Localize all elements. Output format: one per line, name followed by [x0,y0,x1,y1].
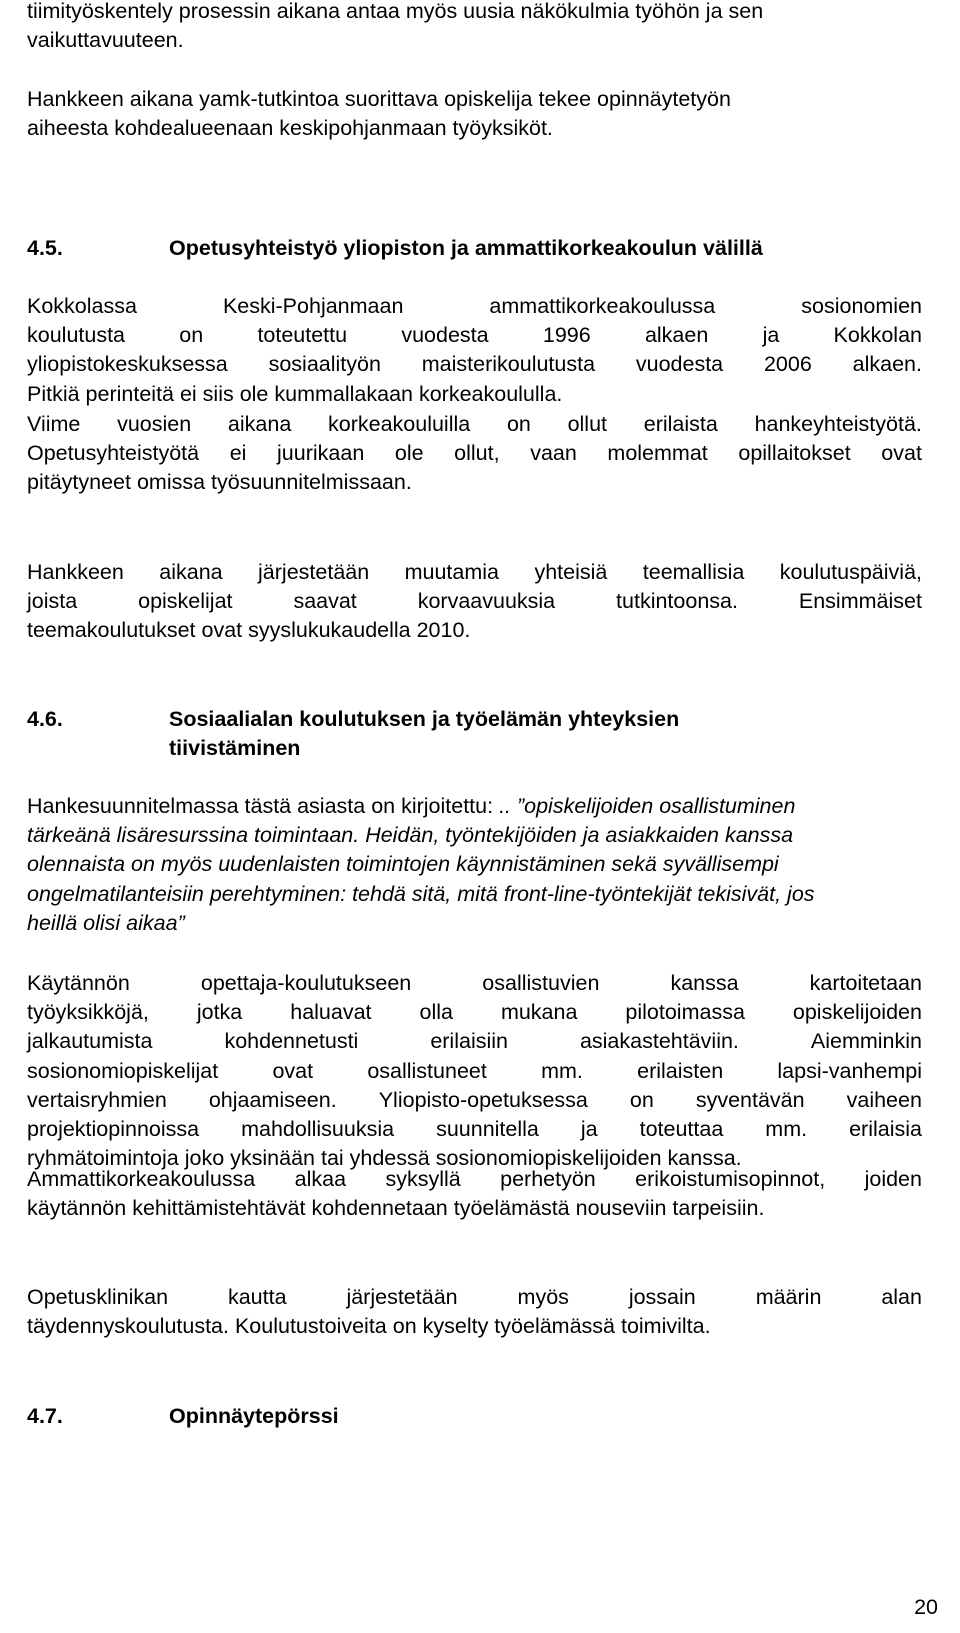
word: kohdennetusti [224,1029,359,1054]
word: perhetyön [500,1167,596,1191]
word: maisterikoulutusta [421,352,596,377]
word: yliopistokeskuksessa [27,352,228,377]
word: juurikaan [277,441,365,466]
word: Opetusyhteistyötä [27,441,200,466]
word: kautta [227,1285,287,1309]
word: on [506,412,531,436]
text-line [27,439,922,468]
text-line [27,1165,922,1194]
text-line [27,1057,922,1086]
text-line [27,350,922,379]
word: aikana [227,412,292,436]
word: työyksikköjä, [27,1000,149,1025]
section-heading-4-7 [27,1402,922,1431]
word: opillaitokset [738,441,851,466]
text-line [27,1283,922,1312]
section-number: 4.7. [27,1404,63,1428]
word: Opetusklinikan [27,1285,169,1309]
word: järjestetään [258,560,370,584]
section-number: 4.5. [27,236,63,260]
quote-line: ongelmatilanteisiin perehtyminen: tehdä sitä, mitä front-line-työntekijät tekisivät, jos [27,881,815,906]
paragraph [27,969,922,1173]
word: 2006 [763,352,812,377]
word: ohjaamiseen. [208,1087,337,1112]
word: Käytännön [27,971,130,995]
word: Yliopisto-opetuksessa [378,1087,588,1112]
word: ollut, [454,441,500,466]
word: Hankkeen [27,560,124,584]
word: muutamia [404,560,500,584]
word: sosionomiopiskelijat [27,1058,219,1083]
word: saavat [293,589,357,614]
word: suunnitella [436,1117,539,1142]
text-line [27,1027,922,1056]
word: aikana [159,560,223,584]
text-line: aiheesta kohdealueenaan keskipohjanmaan työyksiköt. [27,116,553,141]
quote-span: .. ”opiskelijoiden osallistuminen [499,794,796,818]
word: joista [27,589,78,614]
quote-line: olennaista on myös uudenlaisten toimintojen käynnistäminen sekä syvällisempi [27,852,779,877]
text-line: Hankkeen aikana yamk-tutkintoa suorittava opiskelija tekee opinnäytetyön [27,87,731,111]
word: Ensimmäiset [798,589,922,614]
word: syksyllä [385,1167,461,1191]
word: järjestetään [346,1285,458,1309]
word: asiakastehtäviin. [579,1029,739,1054]
word: määrin [755,1285,822,1309]
word: osallistuvien [482,971,600,995]
text-line: täydennyskoulutusta. Koulutustoiveita on kyselty työelämässä toimivilta. [27,1314,711,1339]
word: syventävän [695,1087,805,1112]
text-line: pitäytyneet omissa työsuunnitelmissaan. [27,470,412,495]
word: molemmat [607,441,708,466]
text-line [27,292,922,321]
text-span: Hankesuunnitelmassa tästä asiasta on kirjoitettu: [27,794,500,818]
word: ja [580,1117,598,1142]
word: jalkautumista [27,1029,153,1054]
text-line: ryhmätoimintoja joko yksinään tai yhdessä sosionomiopiskelijoiden kanssa. [27,1146,742,1171]
text-line [27,410,922,439]
word: yhteisiä [534,560,608,584]
word: vuosien [117,412,192,436]
paragraph [27,558,922,646]
word: mahdollisuuksia [241,1117,395,1142]
word: Keski-Pohjanmaan [222,294,404,318]
word: mm. [765,1117,808,1142]
text-line: tiimityöskentely prosessin aikana antaa myös uusia näkökulmia työhön ja sen [27,0,764,23]
word: pilotoimassa [625,1000,745,1025]
intro-paragraph-2 [27,85,922,143]
section-title-line: tiivistäminen [169,736,301,761]
text-line: teemakoulutukset ovat syyslukukaudella 2010. [27,618,471,643]
word: korvaavuuksia [417,589,556,614]
word: koulutusta [27,323,126,348]
text-line [27,792,922,821]
word: erikoistumisopinnot, [635,1167,826,1191]
section-number: 4.6. [27,707,63,731]
text-line [27,969,922,998]
section-title-line: Sosiaalialan koulutuksen ja työelämän yhteyksien [169,707,680,731]
word: jotka [196,1000,243,1025]
word: alkaen. [852,352,922,377]
quote-line: tärkeänä lisäresurssina toimintaan. Heidän, työntekijöiden ja asiakkaiden kanssa [27,823,794,848]
paragraph [27,1165,922,1223]
text-line: Pitkiä perinteitä ei siis ole kummallakaan korkeakoululla. [27,381,563,406]
word: sosiaalityön [268,352,381,377]
word: ovat [881,441,922,466]
word: opiskelijat [138,589,233,614]
word: erilaisiin [430,1029,508,1054]
word: ammattikorkeakoulussa [489,294,716,318]
text-line: käytännön kehittämistehtävät kohdennetaan työelämästä nouseviin tarpeisiin. [27,1196,765,1221]
paragraph [27,410,922,498]
word: projektiopinnoissa [27,1117,200,1142]
quote-line: heillä olisi aikaa” [27,910,185,935]
word: toteuttaa [639,1117,724,1142]
word: toteutettu [257,323,348,348]
text-line [27,321,922,350]
word: erilaista [643,412,718,436]
page-number: 20 [914,1595,938,1619]
word: vertaisryhmien [27,1087,167,1112]
word: alkaen [644,323,709,348]
text-line [27,558,922,587]
quote-paragraph [27,792,922,938]
word: mukana [500,1000,578,1025]
word: erilaisten [637,1058,724,1083]
word: alan [881,1285,922,1309]
paragraph [27,292,922,409]
text-line [27,587,922,616]
word: lapsi-vanhempi [777,1058,922,1083]
word: korkeakouluilla [328,412,471,436]
word: Ammattikorkeakoulussa [27,1167,256,1191]
word: sosionomien [801,294,922,318]
section-title [169,705,922,763]
word: kanssa [670,971,739,995]
word: Kokkolan [833,323,922,348]
word: teemallisia [642,560,745,584]
word: on [179,323,204,348]
text-line [27,998,922,1027]
word: vaiheen [846,1087,922,1112]
word: ei [229,441,247,466]
section-heading-4-6 [27,705,922,763]
word: ollut [567,412,608,436]
section-heading-4-5 [27,234,922,263]
word: tutkintoonsa. [616,589,738,614]
word: jossain [628,1285,696,1309]
word: myös [517,1285,569,1309]
word: erilaisia [849,1117,922,1142]
word: vaan [530,441,577,466]
word: ovat [272,1058,314,1083]
word: Viime [27,412,81,436]
text-line [27,1115,922,1144]
section-title: Opinnäytepörssi [169,1404,339,1428]
intro-paragraph [27,0,922,55]
word: vuodesta [401,323,489,348]
word: 1996 [542,323,591,348]
word: ole [394,441,424,466]
word: mm. [541,1058,583,1083]
word: on [629,1087,654,1112]
word: koulutuspäiviä, [779,560,922,584]
word: Kokkolassa [27,294,137,318]
word: opettaja-koulutukseen [200,971,412,995]
word: alkaa [294,1167,347,1191]
word: olla [419,1000,453,1025]
text-line [27,1086,922,1115]
word: vuodesta [635,352,724,377]
paragraph [27,1283,922,1341]
word: haluavat [290,1000,372,1025]
text-line: vaikuttavuuteen. [27,28,184,53]
word: ja [762,323,780,348]
word: hankeyhteistyötä. [754,412,922,436]
word: joiden [864,1167,922,1191]
word: opiskelijoiden [792,1000,922,1025]
word: Aiemminkin [810,1029,922,1054]
word: osallistuneet [367,1058,487,1083]
word: kartoitetaan [809,971,922,995]
section-title: Opetusyhteistyö yliopiston ja ammattikorkeakoulun välillä [169,236,763,260]
